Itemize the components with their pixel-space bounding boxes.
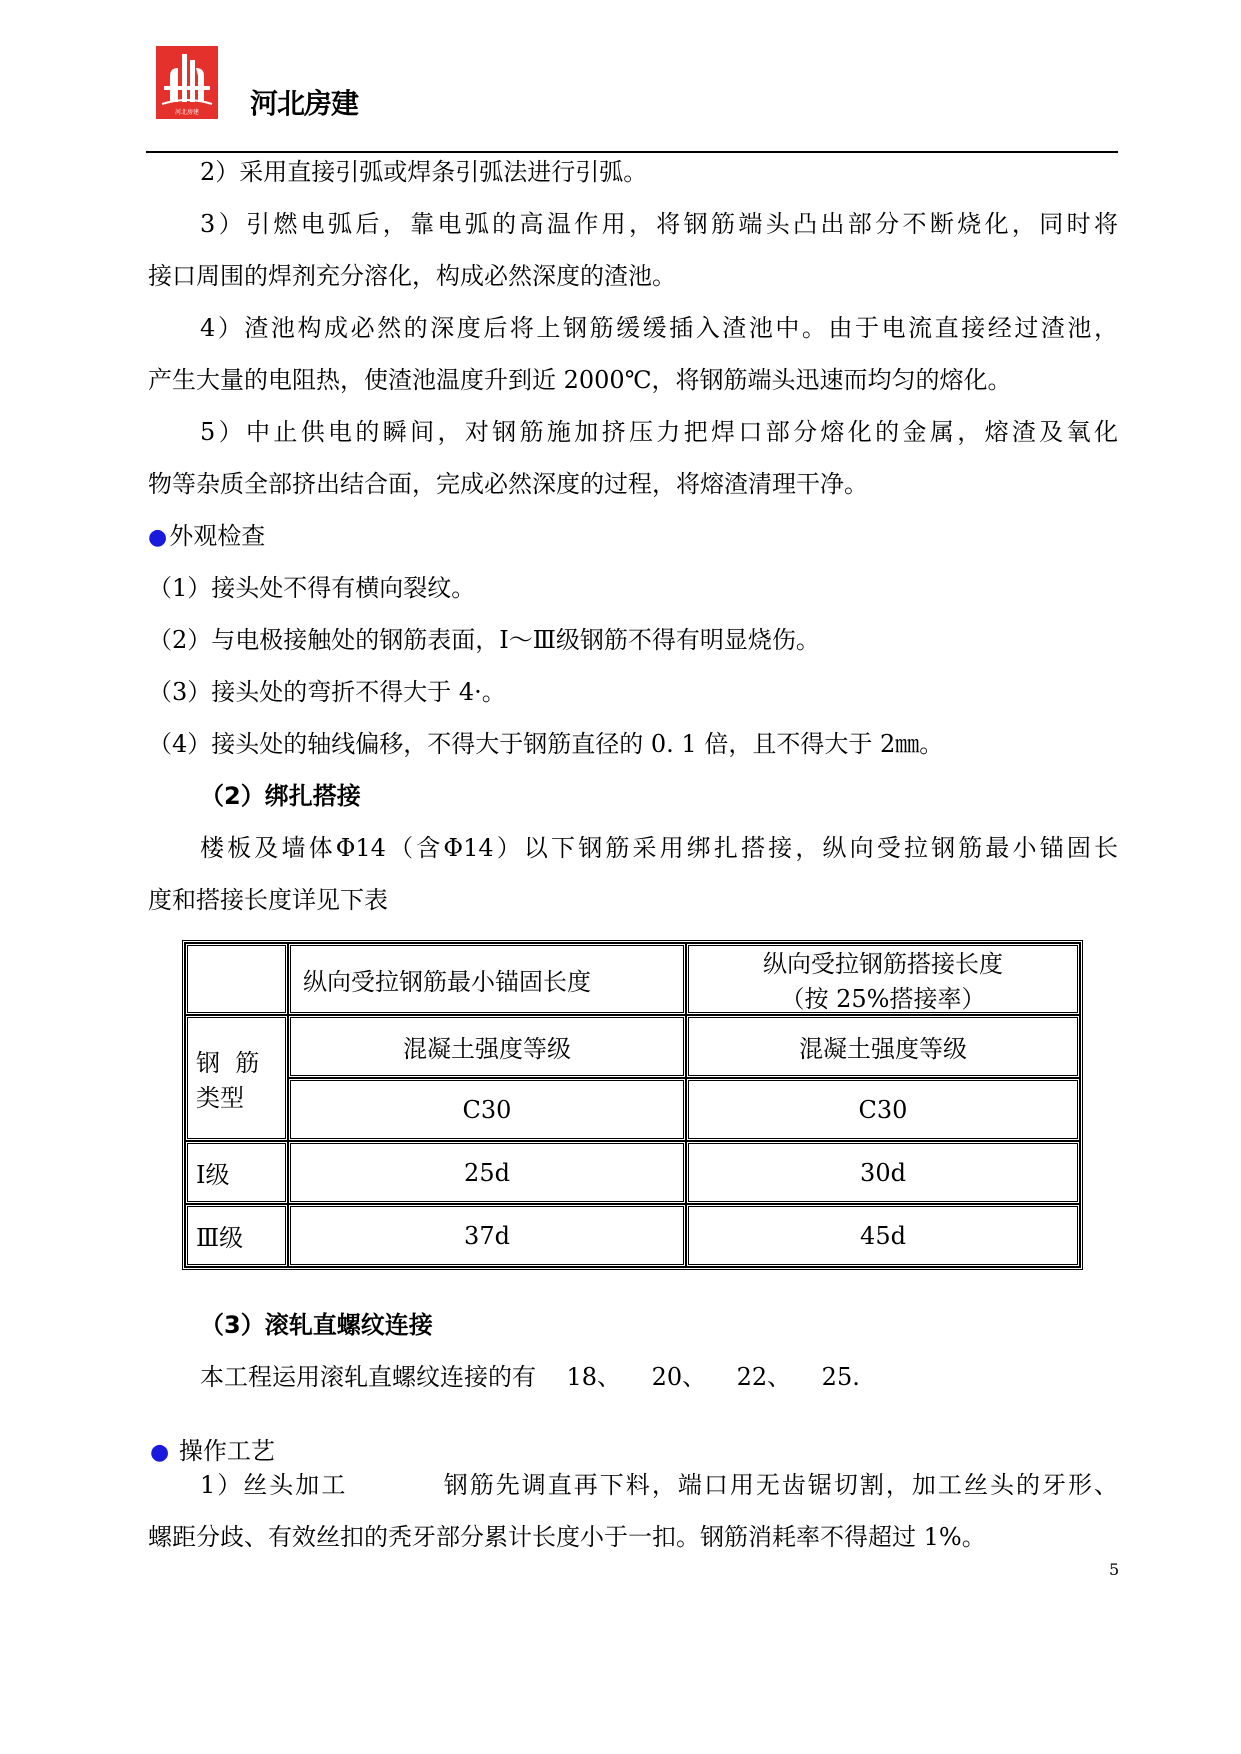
- table-header-lap-line2: （按 25%搭接率）: [780, 985, 986, 1013]
- table-header-lap: [686, 943, 1080, 1015]
- page-number: 5: [1109, 1560, 1120, 1579]
- table-grade-label-lap: 混凝土强度等级: [686, 1015, 1080, 1078]
- process-step-1-cont: 螺距分歧、有效丝扣的秃牙部分累计长度小于一扣。钢筋消耗率不得超过 1%。: [148, 1523, 986, 1551]
- paragraph-step-4-cont: 产生大量的电阻热，使渣池温度升到近 2000℃，将钢筋端头迅速而均匀的熔化。: [148, 366, 1012, 394]
- lap-text: 楼板及墙体Φ14（含Φ14）以下钢筋采用绑扎搭接，纵向受拉钢筋最小锚固长: [200, 834, 1118, 862]
- paragraph-step-2: 2）采用直接引弧或焊条引弧法进行引弧。: [200, 158, 648, 186]
- bullet-icon: ●: [150, 1440, 170, 1465]
- table-row: [185, 1204, 1080, 1267]
- lap-length-table: [182, 940, 1083, 1270]
- paragraph-step-4: 4）渣池构成必然的深度后将上钢筋缓缓插入渣池中。由于电流直接经过渣池，: [200, 314, 1118, 342]
- bullet-icon: ●: [148, 525, 168, 550]
- table-header-lap-line1: 纵向受拉钢筋搭接长度: [763, 950, 1003, 978]
- rowhead-line1: 钢 筋: [196, 1049, 260, 1077]
- paragraph-step-5-cont: 物等杂质全部挤出结合面，完成必然深度的过程，将熔渣清理干净。: [148, 470, 868, 498]
- lap-heading: （2）绑扎搭接: [200, 782, 361, 810]
- paragraph-step-5: 5）中止供电的瞬间，对钢筋施加挤压力把焊口部分熔化的金属，熔渣及氧化: [200, 418, 1118, 446]
- table-row: [185, 1078, 1080, 1141]
- table-cell-type: Ⅲ级: [185, 1204, 288, 1267]
- inspection-item-4: （4）接头处的轴线偏移，不得大于钢筋直径的 0. 1 倍，且不得大于 2㎜。: [148, 730, 944, 758]
- table-grade-anchor: C30: [288, 1078, 686, 1141]
- table-cell-anchor: 37d: [288, 1204, 686, 1267]
- inspection-title: 外观检查: [169, 522, 266, 550]
- table-corner-cell: [185, 943, 288, 1015]
- paragraph-step-3: 3）引燃电弧后，靠电弧的高温作用，将钢筋端头凸出部分不断烧化，同时将: [200, 210, 1118, 238]
- lap-text-cont: 度和搭接长度详见下表: [148, 886, 388, 914]
- rowhead-line2: 类型: [196, 1084, 244, 1112]
- inspection-item-2: （2）与电极接触处的钢筋表面，Ⅰ～Ⅲ级钢筋不得有明显烧伤。: [148, 626, 820, 654]
- header-divider: [146, 151, 1118, 153]
- table-row: [185, 1141, 1080, 1204]
- table-cell-anchor: 25d: [288, 1141, 686, 1204]
- table-header-anchor: 纵向受拉钢筋最小锚固长度: [288, 943, 686, 1015]
- thread-heading: （3）滚轧直螺纹连接: [200, 1311, 433, 1339]
- table-grade-label-anchor: 混凝土强度等级: [288, 1015, 686, 1078]
- process-heading: [150, 1436, 275, 1468]
- building-logo-icon: [156, 46, 218, 119]
- inspection-item-1: （1）接头处不得有横向裂纹。: [148, 574, 476, 602]
- process-title: 操作工艺: [178, 1437, 275, 1465]
- thread-text: 本工程运用滚轧直螺纹连接的有 18、 20、 22、 25.: [200, 1363, 860, 1391]
- table-row: [185, 943, 1080, 1015]
- inspection-item-3: （3）接头处的弯折不得大于 4·。: [148, 678, 506, 706]
- table-rowhead-rebar-type: [185, 1015, 288, 1141]
- process-step-1: 1）丝头加工 钢筋先调直再下料，端口用无齿锯切割，加工丝头的牙形、: [200, 1471, 1118, 1499]
- table-row: [185, 1015, 1080, 1078]
- table-cell-type: Ⅰ级: [185, 1141, 288, 1204]
- table-cell-lap: 45d: [686, 1204, 1080, 1267]
- table-grade-lap: C30: [686, 1078, 1080, 1141]
- paragraph-step-3-cont: 接口周围的焊剂充分溶化，构成必然深度的渣池。: [148, 262, 676, 290]
- table-cell-lap: 30d: [686, 1141, 1080, 1204]
- company-name: 河北房建: [250, 87, 359, 120]
- logo-small-text: 河北房建: [174, 109, 200, 116]
- inspection-heading: [148, 521, 265, 553]
